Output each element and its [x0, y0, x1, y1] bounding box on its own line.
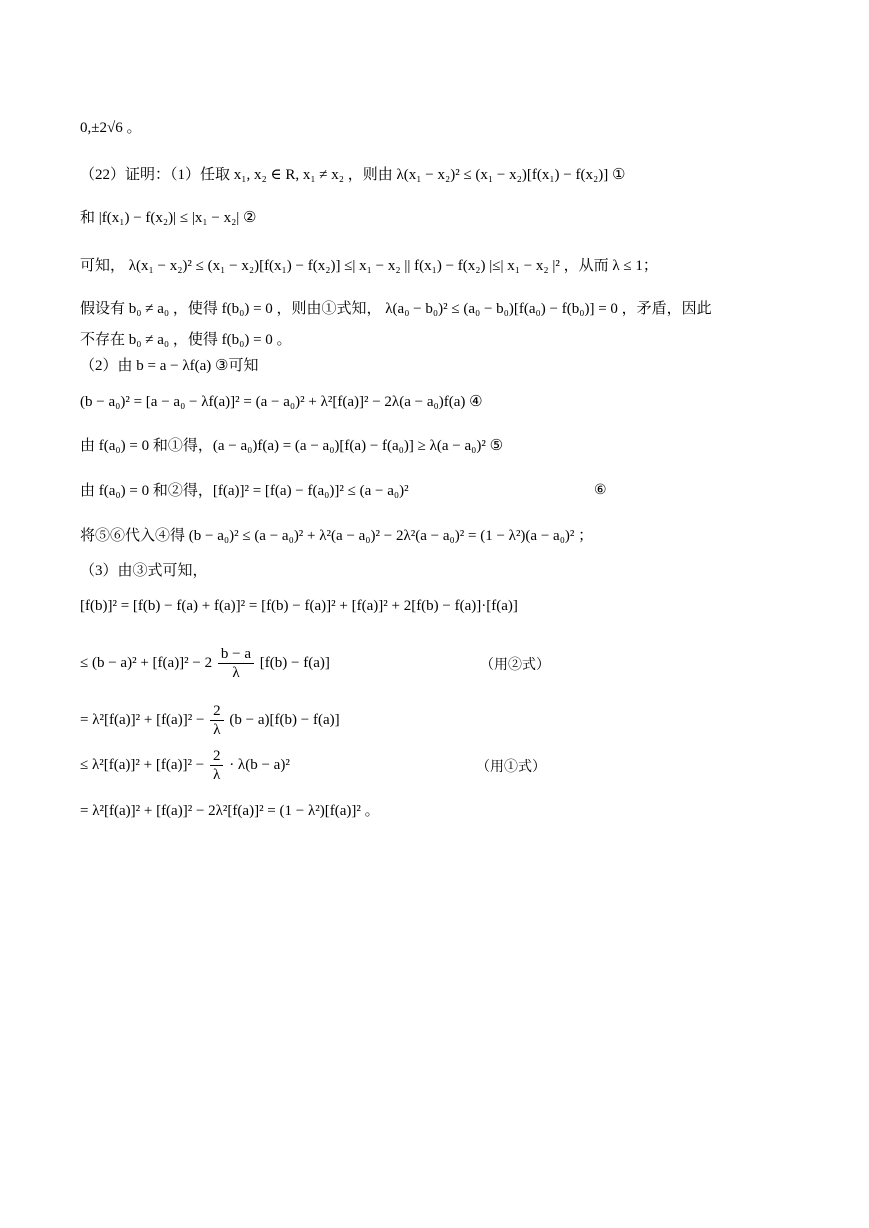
- fraction-denominator: λ: [213, 767, 221, 784]
- answer-line: 0,±2√6 。: [80, 120, 142, 136]
- fraction-numerator: b − a: [218, 645, 254, 664]
- proof-part2-line4: 由 f(a₀) = 0 和②得，[f(a)]² = [f(a) − f(a₀)]² ≤ (a − a₀)²: [80, 483, 409, 499]
- proof-part1-line5: 不存在 b₀ ≠ a₀ ，使得 f(b₀) = 0 。: [80, 332, 292, 348]
- proof-part3-line1: （3）由③式可知，: [80, 563, 208, 579]
- fraction-denominator: λ: [213, 722, 221, 739]
- fraction-numerator: 2: [210, 702, 224, 721]
- proof-part2-line3: 由 f(a₀) = 0 和①得，(a − a₀)f(a) = (a − a₀)[f(a) − f(a₀)] ≥ λ(a − a₀)² ⑤: [80, 438, 504, 454]
- fraction: [218, 645, 254, 682]
- expr-suffix: (b − a)[f(b) − f(a)]: [229, 712, 340, 728]
- proof-part1-line2: 和 |f(x₁) − f(x₂)| ≤ |x₁ − x₂| ②: [80, 210, 257, 226]
- proof-part2-line2: (b − a₀)² = [a − a₀ − λf(a)]² = (a − a₀)² + λ²[f(a)]² − 2λ(a − a₀)f(a) ④: [80, 394, 483, 410]
- proof-part3-line2: [f(b)]² = [f(b) − f(a) + f(a)]² = [f(b) − f(a)]² + [f(a)]² + 2[f(b) − f(a)]·[f(a)]: [80, 598, 518, 614]
- proof-part2-line1: （2）由 b = a − λf(a) ③可知: [80, 358, 259, 374]
- proof-part3-line3: [80, 641, 330, 685]
- note-use-1: （用①式）: [476, 760, 546, 775]
- proof-part1-line4: 假设有 b₀ ≠ a₀ ，使得 f(b₀) = 0 ，则由①式知， λ(a₀ − b₀)² ≤ (a₀ − b₀)[f(a₀) − f(b₀)] = 0 ，矛盾，因此: [80, 301, 712, 317]
- equation-tag-6: ⑥: [594, 482, 607, 498]
- note-use-2: （用②式）: [480, 658, 550, 673]
- expr-suffix: · λ(b − a)²: [229, 757, 290, 773]
- expr-suffix: [f(b) − f(a)]: [259, 655, 330, 671]
- fraction: [210, 702, 224, 739]
- expr-prefix: = λ²[f(a)]² + [f(a)]² −: [80, 712, 205, 728]
- proof-part1-line1: （22）证明：（1）任取 x₁, x₂ ∈ R, x₁ ≠ x₂ ，则由 λ(x₁ − x₂)² ≤ (x₁ − x₂)[f(x₁) − f(x₂)] ①: [80, 167, 626, 183]
- proof-part3-line6: = λ²[f(a)]² + [f(a)]² − 2λ²[f(a)]² = (1 − λ²)[f(a)]² 。: [80, 803, 380, 819]
- proof-part2-line5: 将⑤⑥代入④得 (b − a₀)² ≤ (a − a₀)² + λ²(a − a₀)² − 2λ²(a − a₀)² = (1 − λ²)(a − a₀)² ；: [80, 528, 594, 544]
- proof-part3-line4: [80, 698, 340, 742]
- fraction-denominator: λ: [232, 665, 240, 682]
- expr-prefix: ≤ λ²[f(a)]² + [f(a)]² −: [80, 757, 205, 773]
- fraction-numerator: 2: [210, 747, 224, 766]
- proof-part1-line3: 可知， λ(x₁ − x₂)² ≤ (x₁ − x₂)[f(x₁) − f(x₂)] ≤| x₁ − x₂ || f(x₁) − f(x₂) |≤| x₁ − x₂ |² ，从而 λ ≤ 1；: [80, 258, 658, 274]
- expr-prefix: ≤ (b − a)² + [f(a)]² − 2: [80, 655, 213, 671]
- fraction: [210, 747, 224, 784]
- proof-part3-line5: [80, 743, 290, 787]
